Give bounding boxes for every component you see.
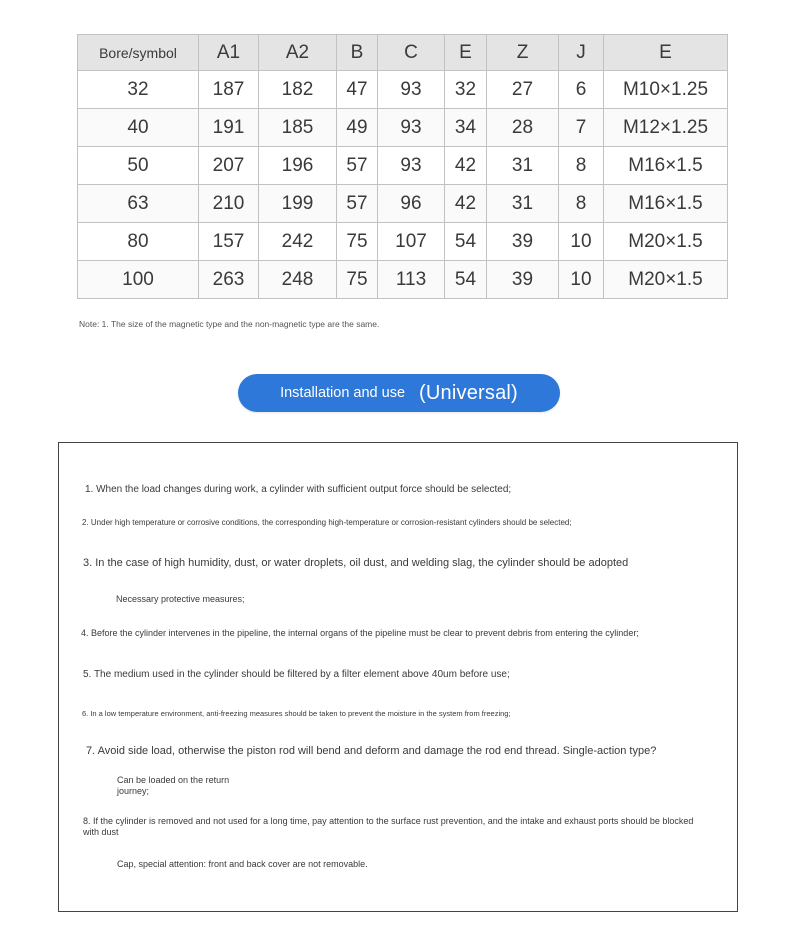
instruction-3: 3. In the case of high humidity, dust, or water droplets, oil dust, and welding slag, the cylinder should be adopted	[83, 557, 629, 569]
instruction-3-continued: Necessary protective measures;	[116, 594, 245, 604]
cell-j: 7	[559, 109, 604, 147]
cell-e: 54	[445, 223, 487, 261]
instruction-1: 1. When the load changes during work, a cylinder with sufficient output force should be selected;	[85, 484, 512, 495]
cell-e: 42	[445, 185, 487, 223]
cell-thread: M16×1.5	[604, 185, 728, 223]
cell-a1: 210	[199, 185, 259, 223]
cell-c: 113	[378, 261, 445, 299]
cell-a1: 191	[199, 109, 259, 147]
table-row	[78, 109, 728, 147]
header-e: E	[445, 35, 487, 71]
instructions-box	[58, 442, 738, 912]
cell-c: 93	[378, 71, 445, 109]
cell-b: 47	[337, 71, 378, 109]
cell-thread: M10×1.25	[604, 71, 728, 109]
table-row	[78, 261, 728, 299]
cell-a1: 187	[199, 71, 259, 109]
cell-b: 57	[337, 147, 378, 185]
cell-b: 75	[337, 223, 378, 261]
cell-z: 31	[487, 147, 559, 185]
cell-j: 10	[559, 261, 604, 299]
cell-b: 75	[337, 261, 378, 299]
table-row	[78, 147, 728, 185]
cell-thread: M16×1.5	[604, 147, 728, 185]
spec-table	[77, 34, 728, 299]
cell-a2: 185	[259, 109, 337, 147]
header-e-thread: E	[604, 35, 728, 71]
header-c: C	[378, 35, 445, 71]
table-header-row	[78, 35, 728, 71]
cell-a1: 207	[199, 147, 259, 185]
cell-e: 32	[445, 71, 487, 109]
section-heading-pill	[238, 374, 560, 412]
cell-z: 28	[487, 109, 559, 147]
header-z: Z	[487, 35, 559, 71]
table-row	[78, 223, 728, 261]
cell-bore: 50	[78, 147, 199, 185]
instruction-7: 7. Avoid side load, otherwise the piston rod will bend and deform and damage the rod end thread. Single-action type?	[86, 745, 657, 757]
instruction-7-continued: Can be loaded on the return journey;	[117, 775, 230, 797]
cell-a2: 182	[259, 71, 337, 109]
header-b: B	[337, 35, 378, 71]
cell-bore: 63	[78, 185, 199, 223]
cell-c: 96	[378, 185, 445, 223]
cell-z: 39	[487, 223, 559, 261]
cell-b: 57	[337, 185, 378, 223]
cell-j: 6	[559, 71, 604, 109]
cell-c: 93	[378, 147, 445, 185]
instruction-5: 5. The medium used in the cylinder should be filtered by a filter element above 40um before use;	[83, 669, 510, 680]
cell-a2: 242	[259, 223, 337, 261]
instruction-8-continued: Cap, special attention: front and back cover are not removable.	[117, 859, 368, 869]
cell-z: 27	[487, 71, 559, 109]
cell-z: 39	[487, 261, 559, 299]
cell-bore: 40	[78, 109, 199, 147]
cell-bore: 32	[78, 71, 199, 109]
table-note: Note: 1. The size of the magnetic type and the non-magnetic type are the same.	[79, 319, 380, 329]
header-a1: A1	[199, 35, 259, 71]
instruction-8: 8. If the cylinder is removed and not used for a long time, pay attention to the surface rust prevention, and the intake and exhaust ports should be blocked with dust	[83, 816, 694, 838]
table-row	[78, 71, 728, 109]
header-bore-symbol: Bore/symbol	[78, 35, 199, 71]
instruction-2: 2. Under high temperature or corrosive conditions, the corresponding high-temperature or corrosion-resistant cylinders should be selected;	[82, 518, 572, 527]
cell-e: 34	[445, 109, 487, 147]
cell-j: 8	[559, 185, 604, 223]
cell-a1: 157	[199, 223, 259, 261]
cell-a2: 196	[259, 147, 337, 185]
cell-b: 49	[337, 109, 378, 147]
table-header	[78, 35, 728, 71]
cell-z: 31	[487, 185, 559, 223]
cell-j: 8	[559, 147, 604, 185]
cell-thread: M20×1.5	[604, 223, 728, 261]
table-row	[78, 185, 728, 223]
instruction-4: 4. Before the cylinder intervenes in the pipeline, the internal organs of the pipeline must be clear to prevent debris from entering the cylinder;	[81, 628, 639, 638]
table-body	[78, 71, 728, 299]
cell-thread: M12×1.25	[604, 109, 728, 147]
cell-j: 10	[559, 223, 604, 261]
cell-a2: 199	[259, 185, 337, 223]
cell-e: 54	[445, 261, 487, 299]
header-a2: A2	[259, 35, 337, 71]
header-j: J	[559, 35, 604, 71]
section-heading-main: Installation and use	[280, 385, 406, 401]
cell-a2: 248	[259, 261, 337, 299]
instruction-6: 6. In a low temperature environment, anti-freezing measures should be taken to prevent the moisture in the system from freezing;	[82, 709, 511, 718]
cell-c: 107	[378, 223, 445, 261]
section-heading-sub: (Universal)	[419, 381, 518, 404]
cell-thread: M20×1.5	[604, 261, 728, 299]
cell-bore: 80	[78, 223, 199, 261]
cell-bore: 100	[78, 261, 199, 299]
cell-e: 42	[445, 147, 487, 185]
cell-c: 93	[378, 109, 445, 147]
cell-a1: 263	[199, 261, 259, 299]
